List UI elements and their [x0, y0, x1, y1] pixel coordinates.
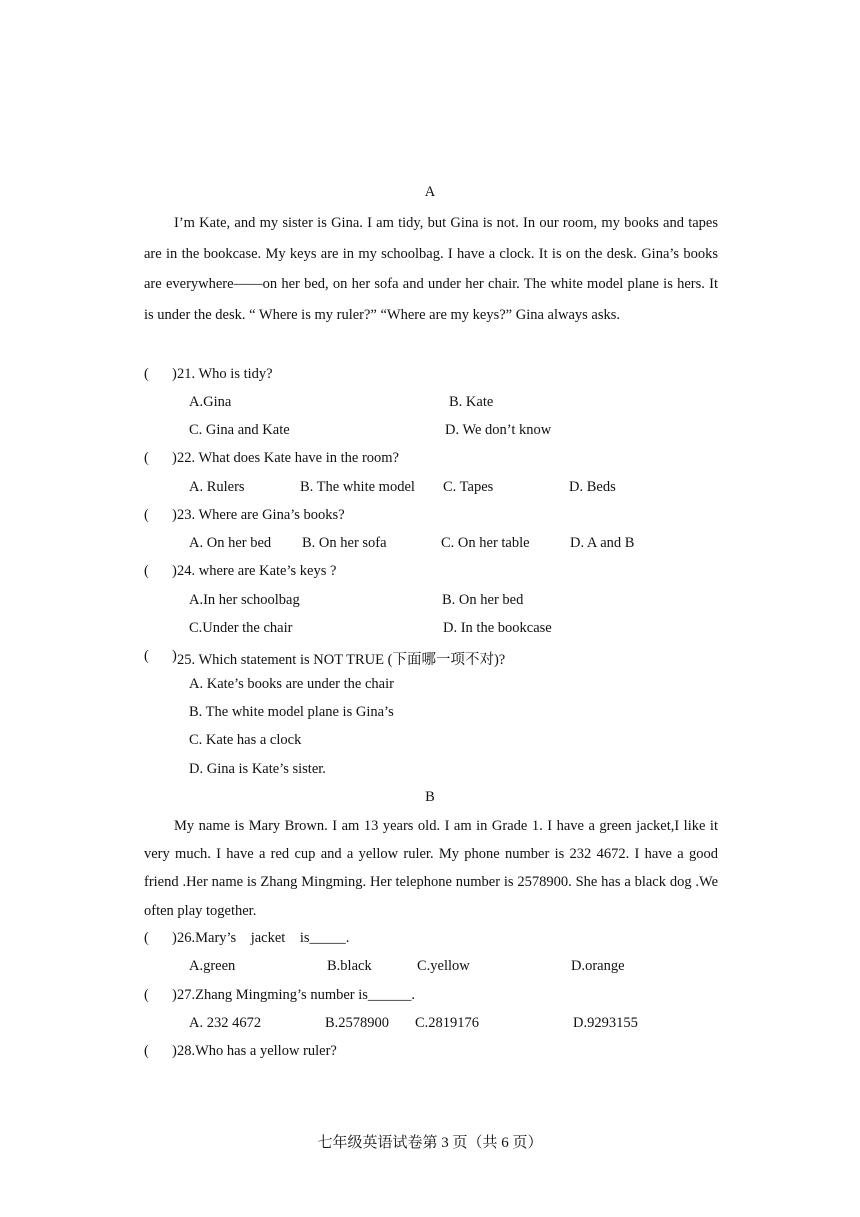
option-a: A. Kate’s books are under the chair: [189, 676, 394, 692]
option-c: C. Kate has a clock: [189, 732, 302, 748]
option-a: A.In her schoolbag: [189, 592, 300, 608]
option-c: C.Under the chair: [189, 620, 293, 636]
question-text: 21. Who is tidy?: [177, 366, 273, 382]
question-text: 26.Mary’s jacket is_____.: [177, 930, 350, 946]
answer-paren-open[interactable]: (: [144, 930, 149, 946]
answer-paren-close[interactable]: ): [172, 507, 177, 523]
option-b: B. The white model plane is Gina’s: [189, 704, 394, 720]
option-c: C.2819176: [415, 1015, 480, 1031]
answer-paren-close[interactable]: ): [172, 366, 177, 382]
option-a: A. Rulers: [189, 479, 245, 495]
answer-paren-close[interactable]: ): [172, 1043, 177, 1059]
question-text: 22. What does Kate have in the room?: [177, 450, 399, 466]
option-d: D.orange: [571, 958, 625, 974]
answer-paren-close[interactable]: ): [172, 930, 177, 946]
answer-paren-open[interactable]: (: [144, 648, 149, 664]
question-text: 24. where are Kate’s keys ?: [177, 563, 337, 579]
option-d: D. We don’t know: [445, 422, 552, 438]
option-c: C. Gina and Kate: [189, 422, 290, 438]
section-b-passage: [144, 812, 718, 925]
option-d: D. In the bookcase: [443, 620, 552, 636]
option-c: C. On her table: [441, 535, 530, 551]
section-a-heading: A: [424, 184, 436, 200]
page-footer: 七年级英语试卷第 3 页（共 6 页）: [317, 1135, 543, 1151]
option-a: A.Gina: [189, 394, 232, 410]
question-text: 23. Where are Gina’s books?: [177, 507, 345, 523]
option-a: A. 232 4672: [189, 1015, 262, 1031]
option-c: C.yellow: [417, 958, 470, 974]
answer-paren-close[interactable]: ): [172, 987, 177, 1003]
section-b-passage-text: My name is Mary Brown. I am 13 years old. I am in Grade 1. I have a green jacket,I like it very much. I have a red cup and a yellow ruler. My phone number is 232 4672. I have a good friend .Her name is Zhang Mingming. Her telephone number is 2578900. She has a black dog .We often play together.: [144, 818, 718, 919]
option-b: B. The white model: [300, 479, 415, 495]
option-d: D.9293155: [573, 1015, 638, 1031]
option-a: A. On her bed: [189, 535, 272, 551]
option-b: B. On her sofa: [302, 535, 387, 551]
option-b: B.2578900: [325, 1015, 390, 1031]
option-a: A.green: [189, 958, 236, 974]
answer-paren-close[interactable]: ): [172, 648, 177, 664]
section-a-passage: [144, 208, 718, 330]
answer-paren-open[interactable]: (: [144, 450, 149, 466]
option-d: D. Gina is Kate’s sister.: [189, 761, 326, 777]
section-b-heading: B: [425, 789, 435, 805]
option-c: C. Tapes: [443, 479, 494, 495]
option-d: D. Beds: [569, 479, 616, 495]
option-b: B.black: [327, 958, 372, 974]
answer-paren-open[interactable]: (: [144, 507, 149, 523]
section-a-passage-text: I’m Kate, and my sister is Gina. I am tidy, but Gina is not. In our room, my books and tapes are in the bookcase. My keys are in my schoolbag. I have a clock. It is on the desk. Gina’s books are everywhere——on her bed, on her sofa and under her chair. The white model plane is hers. It is under the desk. “ Where is my ruler?” “Where are my keys?” Gina always asks.: [144, 215, 718, 323]
answer-paren-open[interactable]: (: [144, 987, 149, 1003]
question-text: 27.Zhang Mingming’s number is______.: [177, 987, 416, 1003]
answer-paren-open[interactable]: (: [144, 563, 149, 579]
answer-paren-close[interactable]: ): [172, 563, 177, 579]
answer-paren-open[interactable]: (: [144, 366, 149, 382]
answer-paren-close[interactable]: ): [172, 450, 177, 466]
option-b: B. On her bed: [442, 592, 524, 608]
option-b: B. Kate: [449, 394, 494, 410]
question-text: 25. Which statement is NOT TRUE (下面哪一项不对)?: [177, 652, 506, 668]
option-d: D. A and B: [570, 535, 635, 551]
question-text: 28.Who has a yellow ruler?: [177, 1043, 337, 1059]
answer-paren-open[interactable]: (: [144, 1043, 149, 1059]
